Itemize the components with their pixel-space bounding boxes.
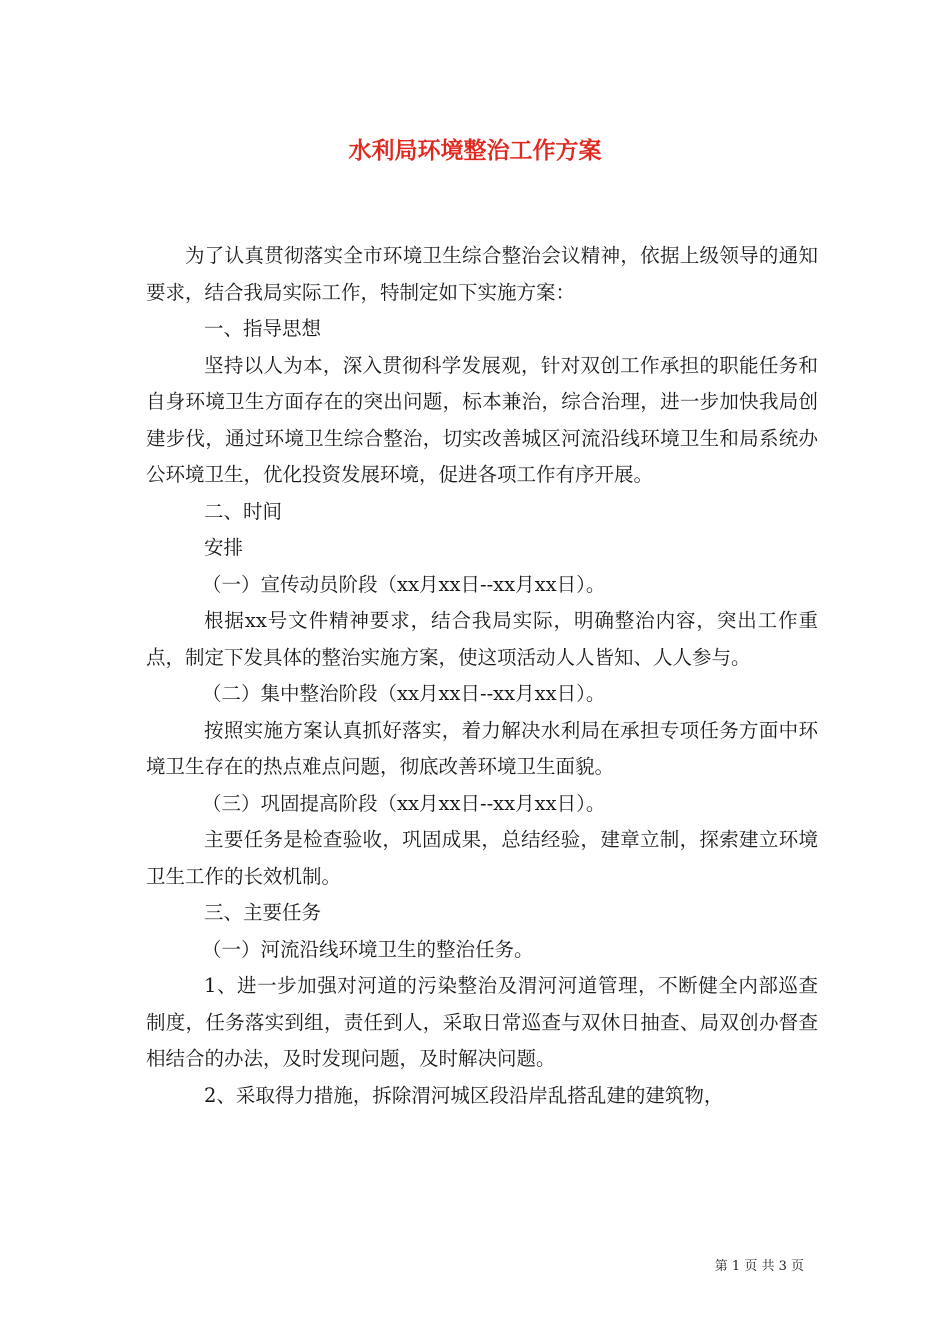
paragraph-stage-1: 根据xx号文件精神要求，结合我局实际，明确整治内容，突出工作重点，制定下发具体的整治实施方案，使这项活动人人皆知、人人参与。 (146, 609, 818, 669)
stage-heading-3: （三）巩固提高阶段（xx月xx日--xx月xx日）。 (202, 791, 606, 815)
paragraph-task-1: 1、进一步加强对河道的污染整治及渭河河道管理，不断健全内部巡查制度，任务落实到组，责任到人，采取日常巡查与双休日抽查、局双创办督查相结合的办法，及时发现问题，及时解决问题。 (146, 974, 818, 1070)
stage-heading-1: （一）宣传动员阶段（xx月xx日--xx月xx日）。 (202, 572, 606, 596)
stage-heading-2: （二）集中整治阶段（xx月xx日--xx月xx日）。 (202, 682, 606, 705)
section-heading-2: 二、时间 (204, 499, 283, 523)
page-number: 第 1 页 共 3 页 (714, 1259, 804, 1274)
paragraph-intro: 为了认真贯彻落实全市环境卫生综合整治会议精神，依据上级领导的通知要求，结合我局实际工作，特制定如下实施方案： (146, 244, 818, 304)
document-title: 水利局环境整治工作方案 (348, 137, 602, 164)
task-heading-1: （一）河流沿线环境卫生的整治任务。 (202, 937, 534, 961)
paragraph-task-2: 2、采取得力措施，拆除渭河城区段沿岸乱搭乱建的建筑物， (204, 1083, 724, 1107)
paragraph-guiding-thought: 坚持以人为本，深入贯彻科学发展观，针对双创工作承担的职能任务和自身环境卫生方面存在的突出问题，标本兼治，综合治理，进一步加快我局创建步伐，通过环境卫生综合整治，切实改善城区河流沿线环境卫生和局系统办公环境卫生，优化投资发展环境，促进各项工作有序开展。 (146, 353, 818, 486)
section-heading-3: 三、主要任务 (204, 901, 322, 924)
paragraph-stage-2: 按照实施方案认真抓好落实，着力解决水利局在承担专项任务方面中环境卫生存在的热点难点问题，彻底改善环境卫生面貌。 (146, 718, 818, 778)
section-heading-2-cont: 安排 (204, 536, 244, 559)
document-body (146, 238, 818, 1114)
paragraph-stage-3: 主要任务是检查验收，巩固成果，总结经验，建章立制，探索建立环境卫生工作的长效机制。 (146, 828, 818, 888)
section-heading-1: 一、指导思想 (204, 317, 322, 340)
